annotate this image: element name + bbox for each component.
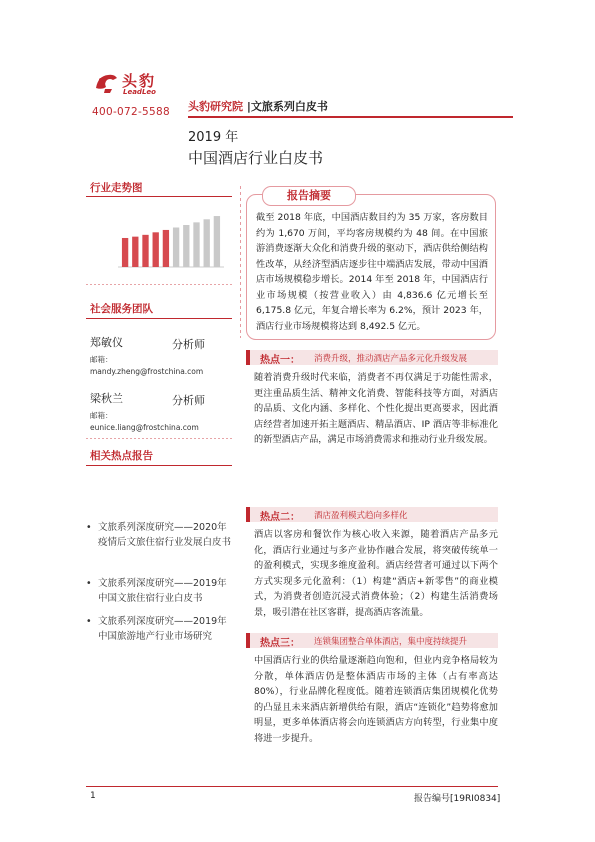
hotspot-marker xyxy=(246,633,250,648)
hotspot-label: 热点一： xyxy=(260,355,300,366)
hotspot-subtitle: 连锁集团整合单体酒店，集中度持续提升 xyxy=(314,637,468,647)
related-report-title[interactable]: 文旅系列深度研究——2019年中国旅游地产行业市场研究 xyxy=(98,616,227,642)
chart-bar xyxy=(193,222,199,267)
member-name: 梁秋兰 xyxy=(90,392,123,405)
related-report-item[interactable] xyxy=(86,576,234,606)
chart-bar xyxy=(132,237,138,267)
chart-bar xyxy=(142,235,148,267)
brand-logo xyxy=(92,68,164,98)
member-mail-label: 邮箱： xyxy=(90,355,113,364)
hotspot-body: 酒店以客房和餐饮作为核心收入来源，随着酒店产品多元化，酒店行业通过与多产业协作融合发展，将突破传统单一的盈利模式，实现多维度盈利。酒店经营者可通过以下两个方式实现多元化盈利：（1）构建“酒店+新零售”的商业模式，为消费者创造沉浸式消费体验；（2）构建生活消费场景，吸引潜在社区客群，提高酒店客流量。 xyxy=(254,529,498,618)
related-report-title[interactable]: 文旅系列深度研究——2019年中国文旅住宿行业白皮书 xyxy=(98,578,227,604)
hotspot-marker xyxy=(246,507,250,522)
trend-rule xyxy=(86,196,232,197)
hotspot-body: 随着消费升级时代来临，消费者不再仅满足于功能性需求，更注重品质生活、精神文化消费、智能科技等方面，对酒店的品质、文化内涵、多样化、个性化提出更高要求，因此酒店经营者加速开拓主题酒店、精品酒店、IP 酒店等非标准化的新型酒店产品，满足市场消费需求和推动行业升级发展。 xyxy=(254,372,498,445)
chart-bar xyxy=(122,238,128,267)
hotspot-body: 中国酒店行业的供给量逐渐趋向饱和，但业内竞争格局较为分散，单体酒店仍是整体酒店市场的主体（占有率高达 80%），行业品牌化程度低。随着连锁酒店集团规模化优势的凸显且未来酒店新增供给有限，酒店“连锁化”趋势将愈加明显，更多单体酒店将会向连锁酒店方向转型，行业集中度将进一步提升。 xyxy=(254,655,498,744)
series-name: |文旅系列白皮书 xyxy=(246,100,328,113)
bullet-icon: • xyxy=(86,616,92,627)
institute-name: 头豹研究院 xyxy=(188,100,243,113)
page-number: 1 xyxy=(90,791,96,801)
report-number: 报告编号[19RI0834] xyxy=(414,794,501,804)
member-role: 分析师 xyxy=(172,338,205,351)
market-size-chart xyxy=(108,205,226,275)
trend-dotted-rule xyxy=(86,284,232,285)
hotline: 400-072-5588 xyxy=(92,106,170,118)
hotspot-subtitle: 消费升级，推动酒店产品多元化升级发展 xyxy=(314,354,468,364)
member-name: 郑敏仪 xyxy=(90,336,123,349)
column-divider xyxy=(240,186,241,338)
member-email[interactable]: eunice.liang@frostchina.com xyxy=(90,423,199,432)
bullet-icon: • xyxy=(86,522,92,533)
summary-body: 截至 2018 年底，中国酒店数目约为 35 万家，客房数目约为 1,670 万间，平均客房规模约为 48 间。在中国旅游消费逐渐大众化和消费升级的驱动下，酒店供给侧结构性改革，从经济型酒店逐步往中端酒店发展，带动中国酒店市场规模稳步增长。2014 年至 2018 年，中国酒店行业市场规模（按营业收入）由 4,836.6 亿元增长至 6,175.8 亿元，年复合增长率为 6.2%，预计 2023 年，酒店行业市场规模将达到 8,492.5 亿元。 xyxy=(256,212,488,332)
report-title: 中国酒店行业白皮书 xyxy=(188,149,324,167)
logo-cn-text: 头豹 xyxy=(122,72,157,90)
hotspot-header xyxy=(246,633,498,648)
hotspot-marker xyxy=(246,350,250,365)
related-report-item[interactable] xyxy=(86,520,234,550)
hotspot-subtitle: 酒店盈利模式趋向多样化 xyxy=(314,511,408,521)
hotspot-header xyxy=(246,507,498,522)
footer-rule xyxy=(86,786,498,787)
member-mail-label: 邮箱： xyxy=(90,411,113,420)
header-rule xyxy=(188,116,513,118)
member-email[interactable]: mandy.zheng@frostchina.com xyxy=(90,367,204,376)
chart-bar xyxy=(183,225,189,267)
team-heading: 社会服务团队 xyxy=(90,303,153,315)
logo-en-text: LeadLeo xyxy=(123,88,156,96)
chart-bar xyxy=(153,232,159,267)
member-role: 分析师 xyxy=(172,394,205,407)
hotspot-header xyxy=(246,350,498,365)
chart-bar xyxy=(163,230,169,267)
bullet-icon: • xyxy=(86,578,92,589)
related-heading: 相关热点报告 xyxy=(90,450,153,462)
related-report-item[interactable] xyxy=(86,614,234,644)
related-rule xyxy=(86,465,232,466)
hotspot-label: 热点二： xyxy=(260,512,300,523)
chart-bar xyxy=(214,216,220,267)
series-line xyxy=(188,98,328,114)
summary-title: 报告摘要 xyxy=(262,186,356,206)
team-rule xyxy=(86,318,232,319)
chart-bar xyxy=(204,219,210,267)
team-dotted-rule xyxy=(86,438,232,439)
hotspot-label: 热点三： xyxy=(260,638,300,649)
related-report-title[interactable]: 文旅系列深度研究——2020年疫情后文旅住宿行业发展白皮书 xyxy=(98,522,232,548)
report-year: 2019 年 xyxy=(188,130,239,145)
chart-bar xyxy=(173,228,179,267)
trend-heading: 行业走势图 xyxy=(90,182,143,194)
